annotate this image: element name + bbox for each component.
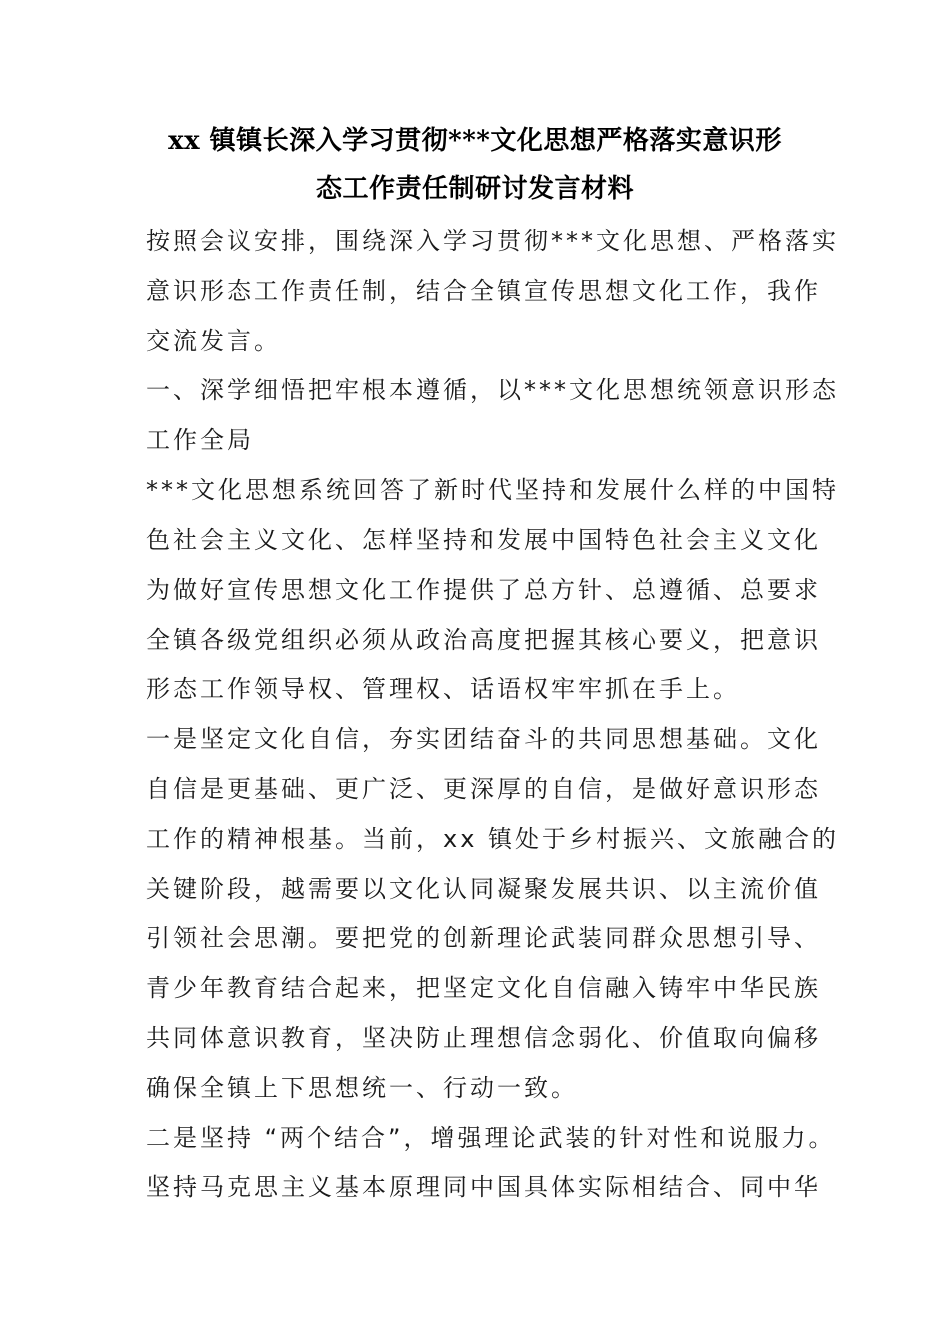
body-line: 交流发言。 xyxy=(146,327,281,355)
body-line: 全镇各级党组织必须从政治高度把握其核心要义，把意识 xyxy=(146,626,821,654)
body-line: 确保全镇上下思想统一、行动一致。 xyxy=(146,1074,578,1102)
body-line: ***文化思想系统回答了新时代坚持和发展什么样的中国特 xyxy=(146,476,839,504)
body-line: 青少年教育结合起来，把坚定文化自信融入铸牢中华民族 xyxy=(146,974,821,1002)
body-line: 二是坚持 “两个结合”，增强理论武装的针对性和说服力。 xyxy=(146,1124,836,1152)
body-line: 工作的精神根基。当前，xx 镇处于乡村振兴、文旅融合的 xyxy=(146,825,840,853)
body-line: 形态工作领导权、管理权、话语权牢牢抓在手上。 xyxy=(146,675,740,703)
body-line: 引领社会思潮。要把党的创新理论武装同群众思想引导、 xyxy=(146,924,821,952)
section-heading-1-cont: 工作全局 xyxy=(146,426,254,454)
document-title-line-2: 态工作责任制研讨发言材料 xyxy=(315,174,634,204)
body-line: 坚持马克思主义基本原理同中国具体实际相结合、同中华 xyxy=(146,1173,821,1201)
body-line: 共同体意识教育，坚决防止理想信念弱化、价值取向偏移 xyxy=(146,1024,821,1052)
body-line: 色社会主义文化、怎样坚持和发展中国特色社会主义文化 xyxy=(146,526,821,554)
body-line: 为做好宣传思想文化工作提供了总方针、总遵循、总要求 xyxy=(146,576,821,604)
body-line: 一是坚定文化自信，夯实团结奋斗的共同思想基础。文化 xyxy=(146,725,821,753)
section-heading-1: 一、深学细悟把牢根本遵循，以***文化思想统领意识形态 xyxy=(146,376,839,404)
body-line: 意识形态工作责任制，结合全镇宣传思想文化工作，我作 xyxy=(146,277,821,305)
body-line: 自信是更基础、更广泛、更深厚的自信，是做好意识形态 xyxy=(146,775,821,803)
body-line: 关键阶段，越需要以文化认同凝聚发展共识、以主流价值 xyxy=(146,875,821,903)
document-title-line-1: xx 镇镇长深入学习贯彻***文化思想严格落实意识形 xyxy=(168,126,782,156)
body-line: 按照会议安排，围绕深入学习贯彻***文化思想、严格落实 xyxy=(146,227,839,255)
